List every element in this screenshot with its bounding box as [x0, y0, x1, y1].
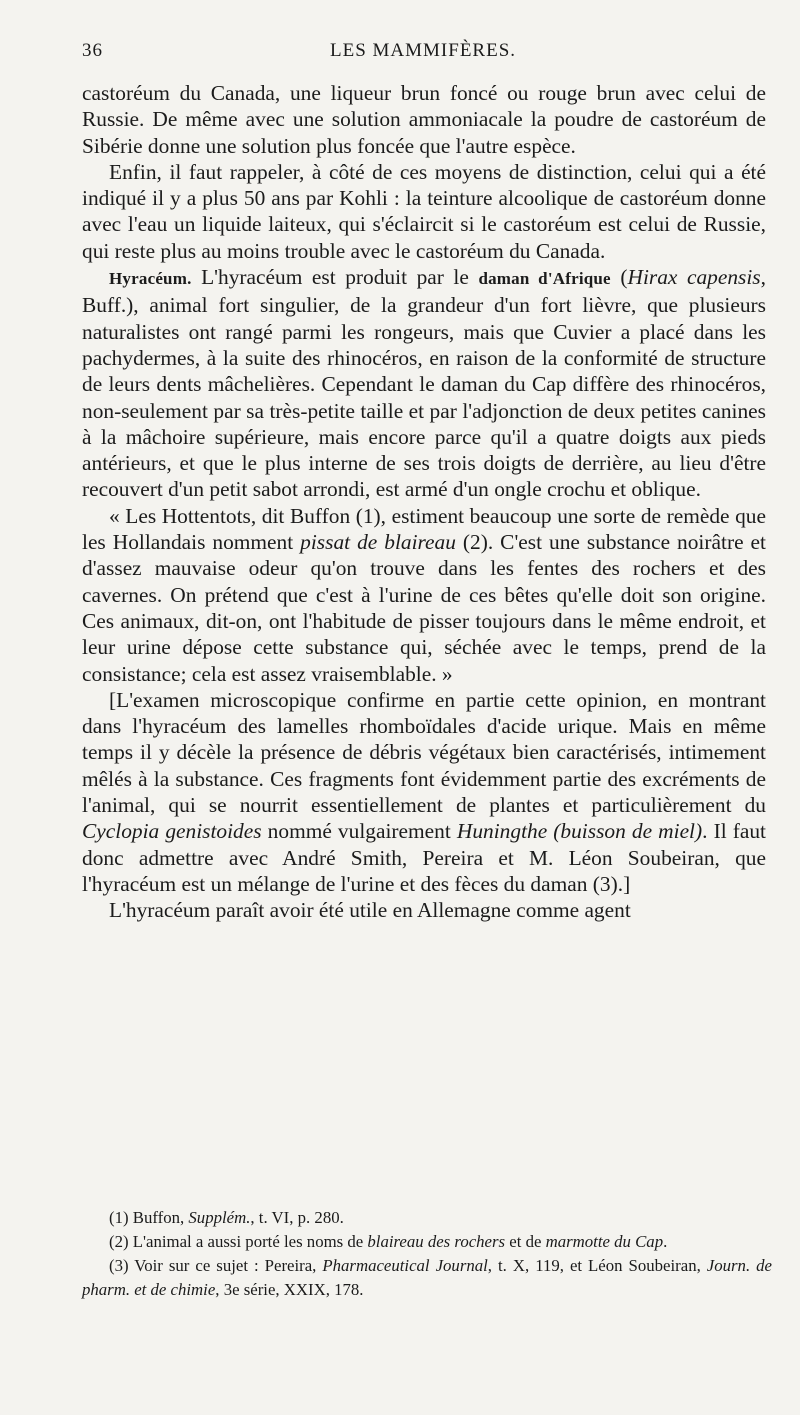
text-run: , Buff.), animal fort singulier, de la grandeur d'un fort lièvre, que plusieurs naturalistes ont rangé parmi les rongeurs, mais que Cuvier a placé dans les pachydermes, à la suite des rhinocéros, en raison de la conformité de structure de leurs dents mâchelières. Cependant le daman du Cap diffère des rhinocéros, non-seulement par sa très-petite taille et par l'adjonction de deux petites canines à la mâchoire supérieure, mais encore parce qu'il a quatre doigts aux pieds antérieurs, et que le plus interne de ses trois doigts de derrière, au lieu d'être recouvert d'un petit sabot arrondi, est armé d'un ongle crochu et oblique. [82, 265, 766, 502]
italic-term: Pharmaceutical Journal [322, 1256, 488, 1275]
text-run: ( [610, 265, 628, 290]
italic-term: Huningthe (buisson de miel) [456, 819, 703, 844]
text-run: (2). C'est une substance noirâtre et d'assez mauvaise odeur qu'on trouve dans les fentes des rochers et des cavernes. On prétend que c'est à l'urine de ces bêtes qu'elle doit son origine. Ces animaux, dit-on, ont l'habitude de pisser toujours dans le même endroit, et leur urine dépose cette substance qui, séchée avec le temps, prend de la consistance; cela est assez vraisemblable. » [82, 530, 766, 686]
text-run: (1) Buffon, [109, 1208, 189, 1227]
text-run: [L'examen microscopique confirme en partie cette opinion, en montrant dans l'hyracéum des lamelles rhomboïdales d'acide urique. Mais en même temps il y décèle la présence de débris végétaux bien caractérisés, intimement mêlés à la substance. Ces fragments font évidemment partie des excréments de l'animal, qui se nourrit essentiellement de plantes et particulièrement du [82, 687, 766, 818]
paragraph-kohli: Enfin, il faut rappeler, à côté de ces moyens de distinction, celui qui a été indiqué il y a plus 50 ans par Kohli : la teinture alcoolique de castoréum donne avec l'eau un liquide laiteux, qui s'éclaircit si le castoréum est celui de Russie, qui reste plus au moins trouble avec le castoréum du Canada. [82, 159, 766, 263]
text-run: « Les Hottentots, dit Buffon (1), estiment beaucoup une sorte de remède que les Hollandais nomment [82, 503, 766, 555]
section-heading: Hyracéum. [109, 269, 192, 289]
text-run: , 3e série, XXIX, 178. [215, 1280, 364, 1299]
footnote-2 [82, 1230, 772, 1254]
italic-term: marmotte du Cap [545, 1232, 664, 1251]
main-text [82, 80, 766, 924]
paragraph-hyraceum [82, 264, 766, 503]
running-title: LES MAMMIFÈRES. [330, 40, 517, 61]
text-run: et de [505, 1232, 546, 1251]
paragraph-continued: castoréum du Canada, une liqueur brun foncé ou rouge brun avec celui de Russie. De même avec une solution ammoniacale la poudre de castoréum de Sibérie donne une solution plus foncée que l'autre espèce. [82, 81, 766, 158]
paragraph-microscopic [82, 687, 766, 897]
text-run: , t. X, 119, et Léon Soubeiran, [487, 1256, 707, 1275]
footnote-3 [82, 1254, 772, 1302]
latin-name: Hirax capensis [627, 265, 761, 290]
italic-term: Journ. de pharm. et de chimie [82, 1256, 772, 1299]
italic-term: Cyclopia genistoides [82, 819, 262, 844]
text-run: . [663, 1232, 668, 1251]
footnotes [82, 1206, 772, 1302]
page-number: 36 [82, 40, 103, 61]
animal-name: daman d'Afrique [478, 269, 611, 289]
text-run: L'hyracéum est produit par le [191, 265, 479, 290]
italic-term: Supplém. [188, 1208, 251, 1227]
italic-term: pissat de blaireau [300, 530, 456, 555]
text-run: (2) L'animal a aussi porté les noms de [109, 1232, 368, 1251]
running-header [82, 40, 772, 66]
footnote-1 [82, 1206, 772, 1230]
text-run: (3) Voir sur ce sujet : Pereira, [109, 1256, 323, 1275]
text-run: nommé vulgairement [261, 819, 457, 844]
paragraph-buffon-quote [82, 503, 766, 687]
text-run: . Il faut donc admettre avec André Smith, Pereira et M. Léon Soubeiran, que l'hyracéum est un mélange de l'urine et des fèces du daman (3).] [82, 819, 766, 896]
italic-term: blaireau des rochers [367, 1232, 506, 1251]
text-run: , t. VI, p. 280. [250, 1208, 344, 1227]
paragraph-germany: L'hyracéum paraît avoir été utile en Allemagne comme agent [109, 898, 631, 923]
